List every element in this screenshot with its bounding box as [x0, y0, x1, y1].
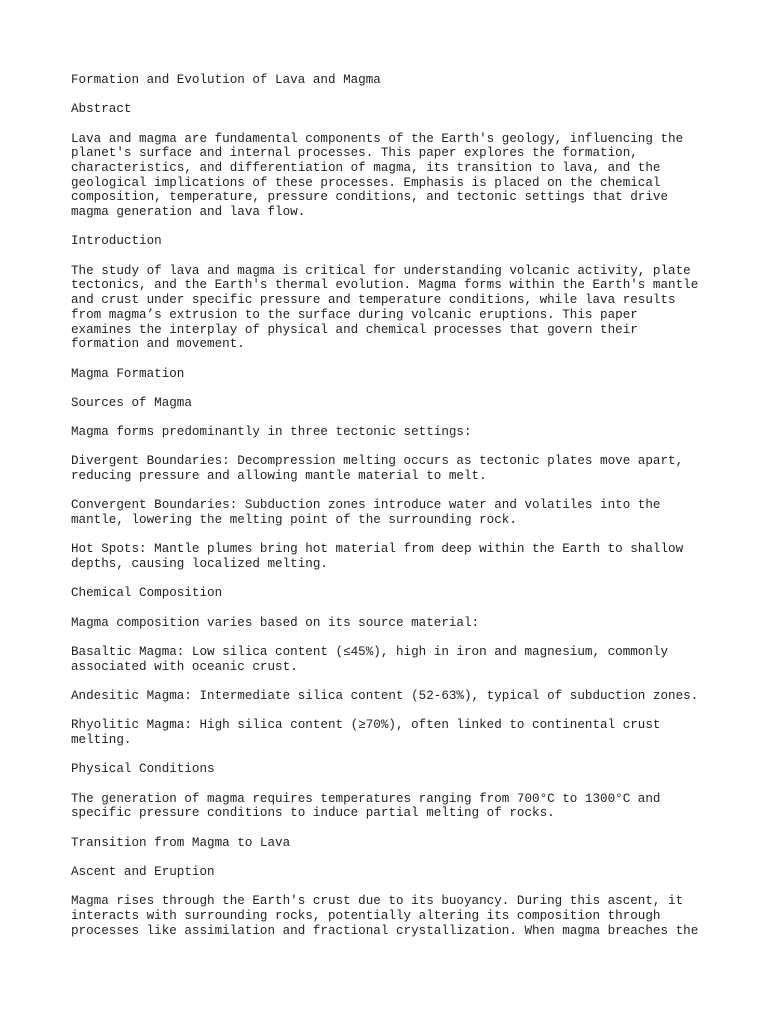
ascent-eruption-paragraph: Magma rises through the Earth's crust due to its buoyancy. During this ascent, it interacts with surrounding rocks, potentially altering its composition through processes like assimilation and fractional crystallization. When magma breaches the — [71, 894, 699, 938]
chemical-composition-heading: Chemical Composition — [71, 586, 223, 601]
convergent-boundaries-paragraph: Convergent Boundaries: Subduction zones introduce water and volatiles into the mantle, lowering the melting point of the surrounding rock. — [71, 498, 661, 528]
andesitic-magma-paragraph: Andesitic Magma: Intermediate silica content (52-63%), typical of subduction zones. — [71, 689, 699, 703]
magma-formation-heading: Magma Formation — [71, 366, 185, 381]
sources-of-magma-heading: Sources of Magma — [71, 395, 192, 410]
chemical-intro-paragraph: Magma composition varies based on its source material: — [71, 615, 480, 630]
abstract-heading: Abstract — [71, 102, 132, 117]
abstract-paragraph: Lava and magma are fundamental components of the Earth's geology, influencing the planet's surface and internal processes. This paper explores the formation, characteristics, and differentiation of magma, its transition to lava, and the geological implications of these processes. Emphasis is placed on the chemical composition, temperature, pressure conditions, and tectonic settings that drive magma generation and lava flow. — [71, 131, 684, 220]
basaltic-magma-paragraph: Basaltic Magma: Low silica content (≤45%), high in iron and magnesium, commonly associated with oceanic crust. — [71, 645, 669, 674]
hot-spots-paragraph: Hot Spots: Mantle plumes bring hot material from deep within the Earth to shallow depths, causing localized melting. — [71, 542, 684, 572]
divergent-boundaries-paragraph: Divergent Boundaries: Decompression melting occurs as tectonic plates move apart, reducing pressure and allowing mantle material to melt. — [71, 454, 684, 484]
transition-heading: Transition from Magma to Lava — [71, 835, 291, 850]
physical-conditions-paragraph: The generation of magma requires temperatures ranging from 700°C to 1300°C and specific pressure conditions to induce partial melting of rocks. — [71, 791, 661, 821]
introduction-paragraph: The study of lava and magma is critical for understanding volcanic activity, plate tectonics, and the Earth's thermal evolution. Magma forms within the Earth's mantle and crust under specific pressure and temperature conditions, while lava results from magma’s extrusion to the surface during volcanic eruptions. This paper examines the interplay of physical and chemical processes that govern their formation and movement. — [71, 263, 699, 352]
sources-intro-paragraph: Magma forms predominantly in three tectonic settings: — [71, 425, 472, 440]
rhyolitic-magma-paragraph: Rhyolitic Magma: High silica content (≥70%), often linked to continental crust melting. — [71, 718, 661, 747]
ascent-eruption-heading: Ascent and Eruption — [71, 864, 215, 879]
introduction-heading: Introduction — [71, 234, 162, 249]
document-title: Formation and Evolution of Lava and Magma — [71, 73, 381, 87]
document-page — [71, 73, 711, 953]
physical-conditions-heading: Physical Conditions — [71, 762, 215, 777]
